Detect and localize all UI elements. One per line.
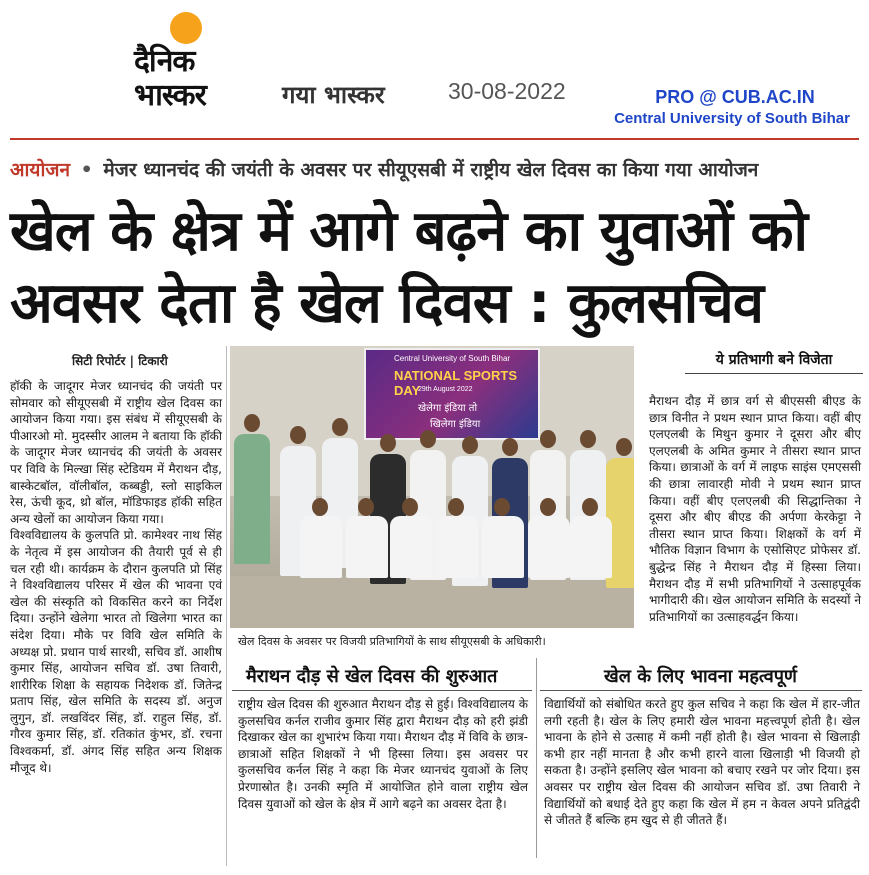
masthead-divider xyxy=(10,138,859,140)
person-head xyxy=(402,498,418,516)
photo-floor xyxy=(230,576,634,628)
person-head xyxy=(332,418,348,436)
marathon-section-title: मैराथन दौड़ से खेल दिवस की शुरुआत xyxy=(246,666,498,687)
banner-university: Central University of South Bihar xyxy=(394,354,511,363)
event-photo xyxy=(230,346,634,628)
byline: सिटी रिपोर्टर | टिकारी xyxy=(72,354,168,368)
marathon-section-text: राष्ट्रीय खेल दिवस की शुरुआत मैराथन दौड़ से हुई। विश्वविद्यालय के कुलसचिव कर्नल राजीव कुमार सिंह द्वारा मैराथन दौड़ को हरी झंडी दिखाकर खेल का शुभारंभ किया गया। मैराथन दौड़ में विवि के छात्र-छात्राओं सहित शिक्षकों ने भी हिस्सा लिया। इस अवसर पर कुलसचिव कर्नल सिंह ने कहा कि मेजर ध्यानचंद युवाओं के लिए प्रेरणास्रोत है। उनकी स्मृति में आयोजित होने वाला राष्ट्रीय खेल दिवस युवाओं को खेल के क्षेत्र में आगे बढ़ने का अवसर देता है। xyxy=(238,697,528,811)
section-underline xyxy=(540,690,862,691)
section-underline xyxy=(232,690,532,691)
person-head xyxy=(580,430,596,448)
spirit-section-text: विद्यार्थियों को संबोधित करते हुए कुल सचिव ने कहा कि खेल में हार-जीत लगी रहती है। खेल के लिए हमारी खेल भावना महत्त्वपूर्ण होती है। खेल भावना के होने से उत्साह में कमी नहीं होती है। खेल भावना से खिलाड़ी कभी हार नहीं मानता है और कभी हारने वाला खिलाड़ी भी विजयी हो सकता है। उन्होंने इसलिए खेल भावना को बचाए रखने पर जोर दिया। इस अवसर पर राष्ट्रीय खेल दिवस की आयोजन सचिव डॉ. उषा तिवारी ने विद्यार्थियों को बधाई देते हुए कहा कि खेल में हम न केवल अपने प्रतिद्वंदी से जीतते हैं बल्कि हम खुद से ही जीतते हैं। xyxy=(544,697,860,828)
person-figure xyxy=(482,516,524,578)
person-head xyxy=(582,498,598,516)
banner-title: NATIONAL SPORTS DAY xyxy=(394,368,518,398)
article-paragraph: विश्वविद्यालय के कुलपति प्रो. कामेश्वर नाथ सिंह के नेतृत्व में इस आयोजन की तैयारी पूर्व से ही चल रही थी। कार्यक्रम के दौरान कुलपति प्रो सिंह ने विश्वविद्यालय परिसर में खेल की भावना एवं खेल की संस्कृति को विकसित करने का निर्देश दिया। उन्होंने खेलेगा भारत तो खिलेगा भारत का संदेश दिया। मौके पर विवि खेल समिति के अध्यक्ष प्रो. प्रधान पार्थ सारथी, सचिव डॉ. आशीष कुमार सिंह, आयोजन सचिव डॉ. उषा तिवारी, शारीरिक शिक्षा के सहायक निदेशक डॉ. जितेन्द्र प्रताप सिंह, खेल समिति के सदस्य डॉ. अनुज लुगुन, डॉ. लखविंदर सिंह, डॉ. राहुल सिंह, डॉ. गौरव कुमार सिंह, डॉ. रतिकांत कुंभर, डॉ. रचना विश्वकर्मा, डॉ. अंगद सिंह सहित अन्य शिक्षक मौजूद थे। xyxy=(10,528,222,775)
column-divider xyxy=(536,658,537,858)
person-figure xyxy=(390,516,432,578)
kicker-text: मेजर ध्यानचंद की जयंती के अवसर पर सीयूएसबी में राष्ट्रीय खेल दिवस का किया गया आयोजन xyxy=(103,159,759,181)
logo-line1: दैनिक xyxy=(134,44,195,79)
university-name: Central University of South Bihar xyxy=(614,110,850,127)
person-head xyxy=(312,498,328,516)
person-head xyxy=(380,434,396,452)
winners-box xyxy=(645,350,863,388)
kicker-label: आयोजन xyxy=(10,159,71,181)
sun-icon xyxy=(170,12,202,44)
article-paragraph: हॉकी के जादूगर मेजर ध्यानचंद की जयंती पर सोमवार को सीयूएसबी में राष्ट्रीय खेल दिवस का आयोजन किया गया। इस संबंध में सीयूएसबी के पीआरओ मो. मुदस्सीर आलम ने बताया कि हॉकी के जादूगर मेजर ध्यानचंद की जयंती के अवसर पर विवि के मिल्खा सिंह स्टेडियम में मैराथन दौड़, बास्केटबॉल, वॉलीबॉल, कब्बड्डी, स्लो साइकिल रेस, ऊंची कूद, थ्रो बॉल, मॉडिफाइड हॉकी सहित अन्य खेलों का आयोजन किया गया। xyxy=(10,379,222,526)
headline: खेल के क्षेत्र में आगे बढ़ने का युवाओं को अवसर देता है खेल दिवस : कुलसचिव xyxy=(10,199,808,336)
person-figure xyxy=(234,434,270,564)
sports-day-banner xyxy=(364,348,540,440)
pro-credit: PRO @ CUB.AC.IN xyxy=(655,87,815,107)
person-head xyxy=(502,438,518,456)
banner-date: 29th August 2022 xyxy=(418,386,473,393)
column-divider xyxy=(226,346,227,866)
person-head xyxy=(494,498,510,516)
masthead xyxy=(0,0,869,136)
person-figure xyxy=(300,516,342,578)
logo-line2: भास्कर xyxy=(134,78,206,113)
person-figure xyxy=(570,516,612,578)
person-head xyxy=(616,438,632,456)
person-head xyxy=(420,430,436,448)
winners-text: मैराथन दौड़ में छात्र वर्ग से बीएससी बीएड के छात्र विनीत ने प्रथम स्थान प्राप्त किया। वहीं बीए एलएलबी के मिथुन कुमार ने दूसरा और बीए एलएलबी के अमित कुमार ने तीसरा स्थान प्राप्त किया। छात्राओं के वर्ग में लाइफ साइंस एमएससी की छात्रा लावारही मोवी ने प्रथम स्थान प्राप्त किया। वहीं बीए एलएलबी की सिद्धान्तिका ने दूसरा और बीए बीएड की अर्पणा केरकेट्टा ने तीसरा स्थान प्राप्त किया। शिक्षकों के वर्ग में भौतिक विज्ञान विभाग के एसोसिएट प्रोफेसर डॉ. बुद्धेन्द्र सिंह ने मैराथन दौड़ में हिस्सा लिया। मैराथन दौड़ में सभी प्रतिभागियों ने उत्साहपूर्वक भागीदारी की। खेल आयोजन समिति के सदस्यों ने प्रतिभागियों का उत्साहवर्द्धन किया। xyxy=(649,394,861,624)
kicker-bullet: • xyxy=(80,159,93,181)
person-head xyxy=(540,498,556,516)
person-figure xyxy=(528,516,570,578)
spirit-section-title: खेल के लिए भावना महत्वपूर्ण xyxy=(604,666,797,687)
person-head xyxy=(448,498,464,516)
person-head xyxy=(462,436,478,454)
person-head xyxy=(290,426,306,444)
person-head xyxy=(244,414,260,432)
winners-title: ये प्रतिभागी बने विजेता xyxy=(685,350,863,374)
person-head xyxy=(540,430,556,448)
photo-caption: खेल दिवस के अवसर पर विजयी प्रतिभागियों के साथ सीयूएसबी के अधिकारी। xyxy=(238,635,546,648)
article-column-1 xyxy=(10,378,222,776)
edition-name: गया भास्कर xyxy=(282,81,385,109)
person-figure xyxy=(346,516,388,578)
dainik-bhaskar-logo xyxy=(128,12,248,124)
banner-slogan-1: खेलेगा इंडिया तो xyxy=(418,403,478,414)
person-head xyxy=(358,498,374,516)
publish-date: 30-08-2022 xyxy=(448,78,566,104)
person-figure xyxy=(436,516,478,578)
banner-slogan-2: खिलेगा इंडिया xyxy=(430,419,481,430)
kicker xyxy=(10,156,758,182)
